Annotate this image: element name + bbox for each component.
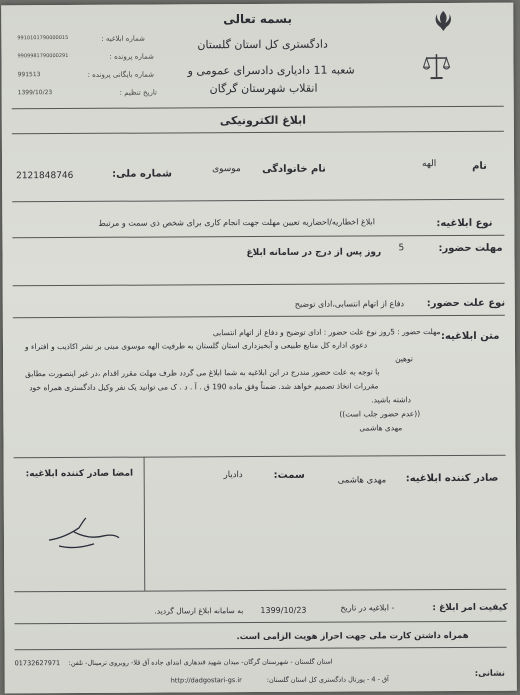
document-title: ابلاغ الکترونیکی xyxy=(219,113,307,128)
surname-value: موسوی xyxy=(212,164,241,175)
delivery-label: کیفیت امر ابلاغ : xyxy=(432,602,508,614)
body-line-7: ((عدم حضور جلب است)) xyxy=(339,409,421,419)
body-line-5: مقررات اتخاذ تصمیم خواهد شد. ضمناً وفق ماده 190 ق . آ . د . ک می توانید یک نفر وکیل دادگستری همراه خود xyxy=(29,381,379,393)
notice-number-value: 9910101790000015 xyxy=(17,34,69,42)
notice-type-value: ابلاغ اخطاریه/احضاریه تعیین مهلت جهت انجام کاری برای شخص ذی سمت و مرتبط xyxy=(98,217,375,228)
body-line-8: مهدی هاشمی xyxy=(359,423,403,433)
delivery-text2: به سامانه ابلاغ ارسال گردید. xyxy=(154,606,244,616)
notice-number-label: شماره ابلاغیه : xyxy=(101,34,145,43)
date-label: تاریخ تنظیم : xyxy=(119,88,157,97)
court-name: دادگستری کل استان گلستان xyxy=(197,37,328,52)
body-line-4: با توجه به علت حضور مندرج در این ابلاغیه به شما ابلاغ می گردد ظرف مهلت مقرر اقدام ،در غیر اینصورت مطابق xyxy=(25,367,380,379)
handwritten-signature xyxy=(44,510,124,555)
branch-line2: انقلاب شهرستان گرگان xyxy=(209,81,318,96)
address-phone: 01732627971 xyxy=(14,659,61,668)
basmala: بسمه تعالی xyxy=(223,11,292,27)
archive-number-value: 991513 xyxy=(17,71,41,79)
name-label: نام xyxy=(472,160,487,172)
signature-label: امضا صادر کننده ابلاغیه: xyxy=(25,468,134,480)
position-label: سمت: xyxy=(273,469,305,481)
national-id-label: شماره ملی: xyxy=(112,168,172,180)
name-value: الهه xyxy=(422,159,437,170)
national-id-value: 2121848746 xyxy=(16,170,74,182)
delivery-date: 1399/10/23 xyxy=(260,605,307,615)
address-url[interactable]: http://dadgostari-gs.ir xyxy=(170,676,242,685)
deadline-number: 5 xyxy=(398,243,405,254)
position-value: دادیار xyxy=(223,470,243,481)
iran-emblem-icon xyxy=(431,9,455,33)
body-line-1: مهلت حضور : 5روز نوع علت حضور : ادای توضیح و دفاع از اتهام انتسابی xyxy=(212,327,441,338)
date-value: 1399/10/23 xyxy=(17,89,53,97)
notice-type-label: نوع ابلاغیه: xyxy=(436,217,493,230)
issuer-label: صادر کننده ابلاغیه: xyxy=(405,472,499,485)
body-line-3: توهین xyxy=(395,354,413,364)
notice-document xyxy=(1,3,517,694)
reason-label: نوع علت حضور: xyxy=(426,297,506,310)
archive-number-label: شماره بایگانی پرونده : xyxy=(87,70,155,79)
address-label: نشانی: xyxy=(474,668,505,679)
branch-line1: شعبه 11 دادیاری دادسرای عمومی و xyxy=(187,63,355,78)
address-line1: استان گلستان - شهرستان گرگان- میدان شهید قندهاری ابتدای جاده آق قلا- روبروی ترمینال- تلفن: xyxy=(68,657,333,668)
deadline-text: روز پس از درج در سامانه ابلاغ xyxy=(246,247,382,259)
delivery-text1: - ابلاغیه در تاریخ xyxy=(340,603,395,613)
justice-scales-icon xyxy=(421,51,451,81)
address-line2: آق - 4 - پورتال دادگستری کل استان گلستان: xyxy=(266,675,389,684)
body-label: متن ابلاغیه: xyxy=(440,330,500,343)
deadline-label: مهلت حضور: xyxy=(438,242,503,255)
body-line-6: داشته باشید. xyxy=(371,395,411,405)
case-number-label: شماره پرونده : xyxy=(109,52,154,61)
id-note: همراه داشتن کارت ملی جهت احراز هویت الزامی است. xyxy=(236,630,469,643)
issuer-value: مهدی هاشمی xyxy=(337,475,387,486)
surname-label: نام خانوادگی xyxy=(262,163,326,175)
body-line-2: دعوی اداره کل منابع طبیعی و آبخیزداری استان گلستان به طرفیت الهه موسوی مبنی بر نشر اکاذیب و افتراء و xyxy=(24,340,368,352)
case-number-value: 9909981790000291 xyxy=(17,52,69,60)
reason-value: دفاع از اتهام انتسابی،ادای توضیح xyxy=(294,299,405,309)
